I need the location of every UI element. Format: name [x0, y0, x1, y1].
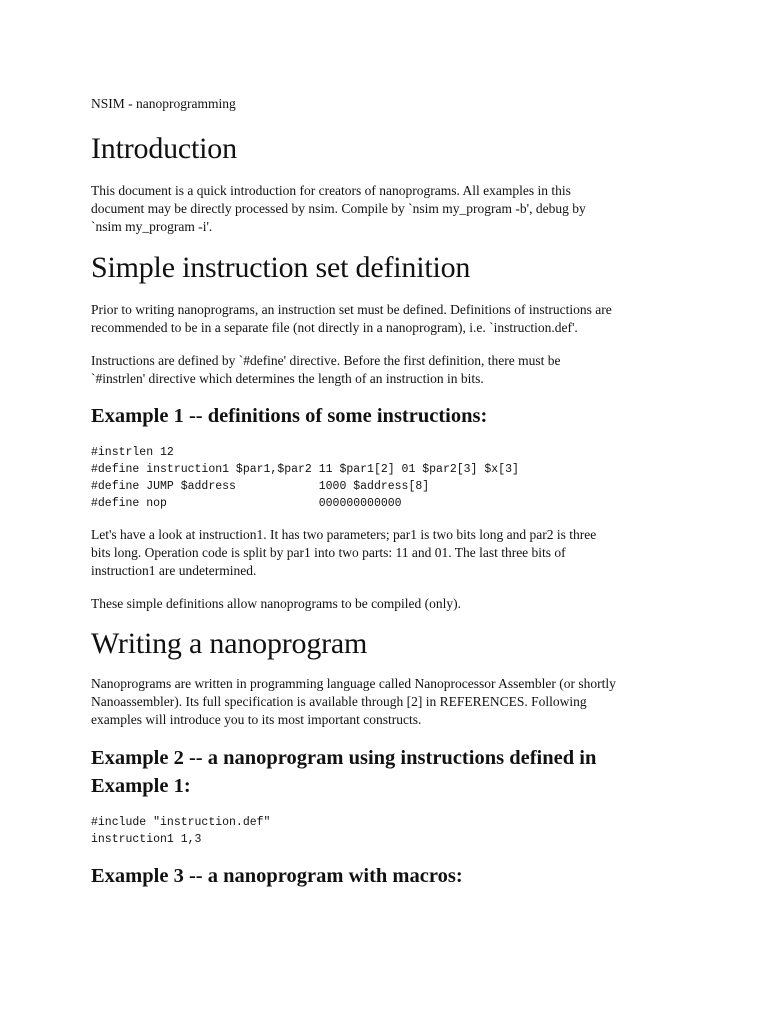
heading-example-1: Example 1 -- definitions of some instructions:: [91, 405, 488, 427]
code-line: #instrlen 12: [91, 446, 174, 459]
text-line: recommended to be in a separate file (not directly in a nanoprogram), i.e. `instruction.def'.: [91, 320, 578, 335]
text-line: Nanoassembler). Its full specification is available through [2] in REFERENCES. Following: [91, 694, 587, 709]
text-line: This document is a quick introduction for creators of nanoprograms. All examples in this: [91, 183, 571, 198]
text-line: document may be directly processed by nsim. Compile by `nsim my_program -b', debug by: [91, 201, 586, 216]
document-content: [91, 95, 691, 890]
text-line: These simple definitions allow nanoprograms to be compiled (only).: [91, 596, 462, 611]
instruction-set-paragraph-2: [91, 352, 691, 388]
code-block-example-2: [91, 814, 691, 848]
text-line: Prior to writing nanoprograms, an instruction set must be defined. Definitions of instructions are: [91, 302, 612, 317]
text-line: Instructions are defined by `#define' directive. Before the first definition, there must be: [91, 353, 561, 368]
instruction-set-paragraph-3: [91, 526, 691, 580]
instruction-set-paragraph-1: [91, 301, 691, 337]
text-line: `nsim my_program -i'.: [91, 219, 213, 234]
heading-example-3: Example 3 -- a nanoprogram with macros:: [91, 865, 463, 887]
document-header: NSIM - nanoprogramming: [91, 96, 236, 111]
heading-introduction: Introduction: [91, 132, 237, 165]
code-line: instruction1 1,3: [91, 833, 202, 846]
text-line: Let's have a look at instruction1. It has two parameters; par1 is two bits long and par2 is three: [91, 527, 597, 542]
introduction-paragraph: [91, 182, 691, 236]
heading-example-2: [91, 744, 691, 800]
text-line: instruction1 are undetermined.: [91, 563, 257, 578]
code-block-example-1: [91, 444, 691, 512]
text-line: `#instrlen' directive which determines the length of an instruction in bits.: [91, 371, 484, 386]
heading-line: Example 1:: [91, 775, 191, 797]
heading-writing-nanoprogram: Writing a nanoprogram: [91, 627, 368, 660]
code-line: #include "instruction.def": [91, 816, 271, 829]
heading-line: Example 2 -- a nanoprogram using instructions defined in: [91, 747, 597, 769]
writing-paragraph: [91, 675, 691, 729]
instruction-set-paragraph-4: [91, 595, 691, 613]
heading-instruction-set: Simple instruction set definition: [91, 251, 471, 284]
code-line: #define JUMP $address 1000 $address[8]: [91, 480, 430, 493]
text-line: bits long. Operation code is split by par1 into two parts: 11 and 01. The last three bits of: [91, 545, 566, 560]
code-line: #define nop 000000000000: [91, 497, 402, 510]
code-line: #define instruction1 $par1,$par2 11 $par1[2] 01 $par2[3] $x[3]: [91, 463, 519, 476]
text-line: Nanoprograms are written in programming language called Nanoprocessor Assembler (or shortly: [91, 676, 616, 691]
text-line: examples will introduce you to its most important constructs.: [91, 712, 422, 727]
